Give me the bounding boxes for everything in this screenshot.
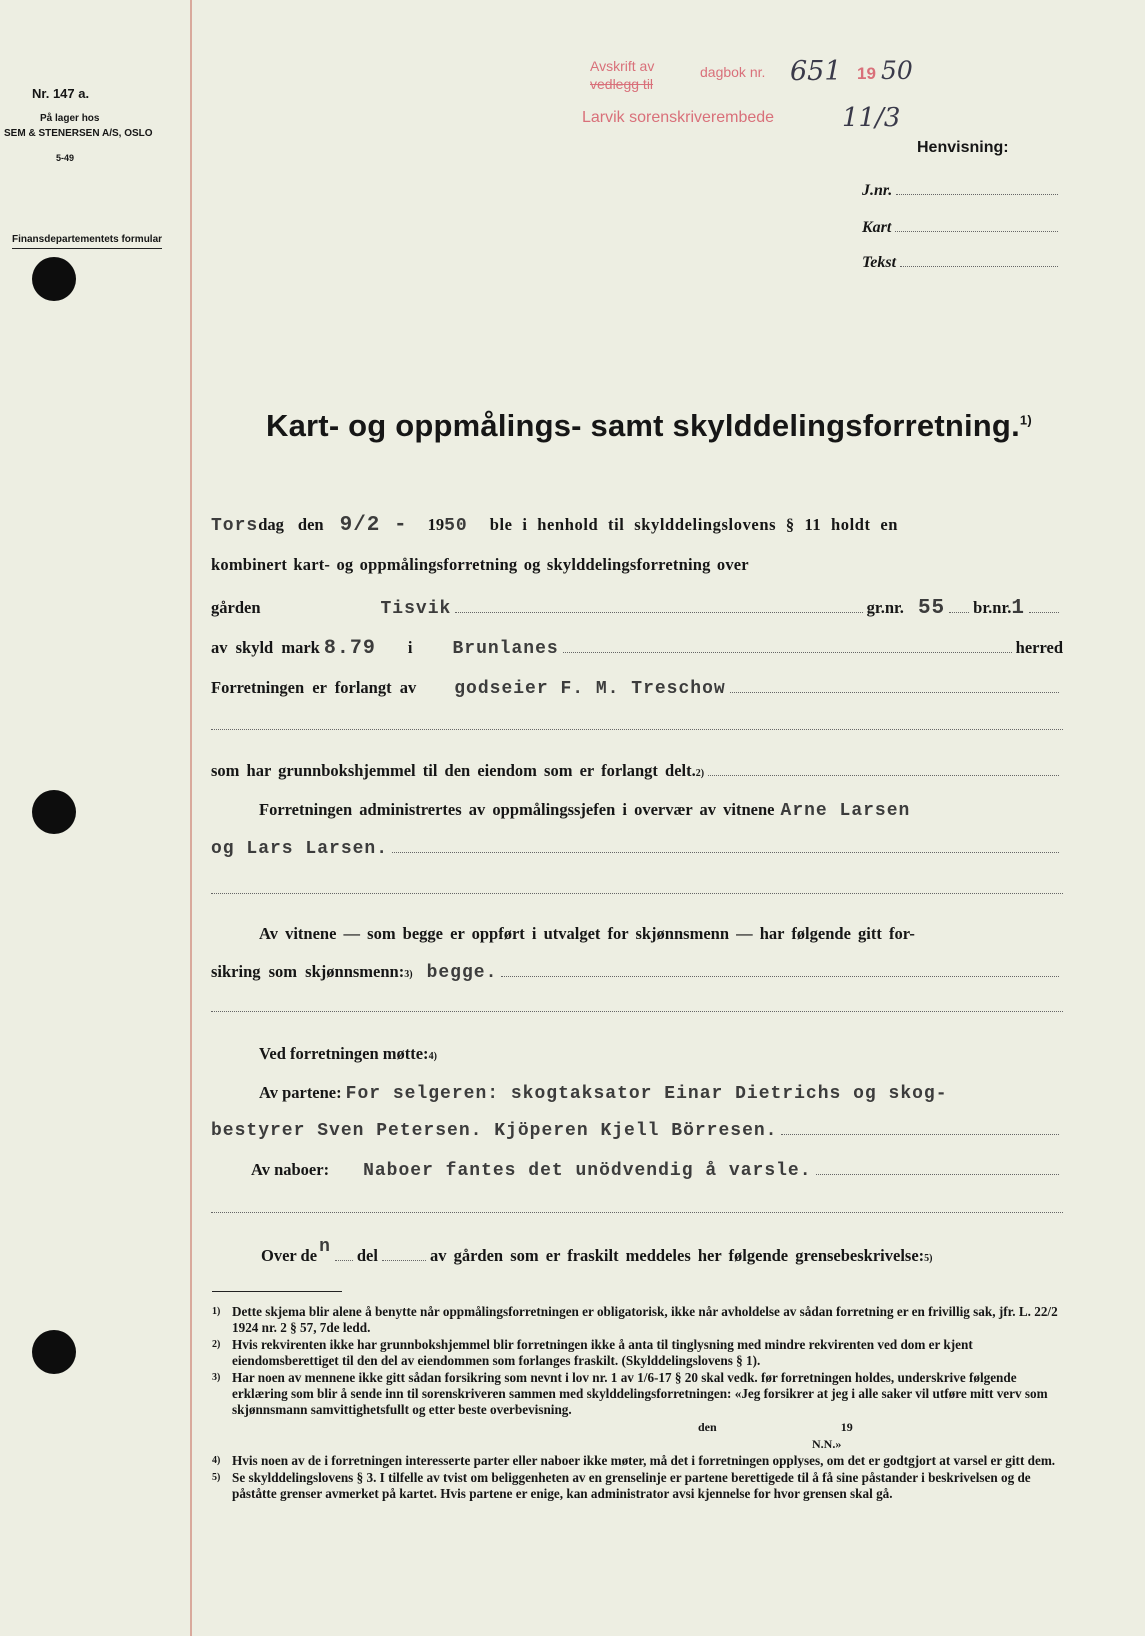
line2	[211, 555, 1063, 575]
forlangt-value: godseier F. M. Treschow	[454, 679, 726, 699]
date-typed: 9/2 -	[339, 514, 408, 537]
skyld-label: av skyld mark	[211, 638, 320, 657]
naboer-line	[251, 1160, 1063, 1181]
garden-label: gården	[211, 598, 261, 617]
over-label: Over de	[261, 1246, 318, 1265]
footnote-text: Se skylddelingslovens § 3. I tilfelle av tvist om beliggenheten av en grenselinje er partene berettigede til å få sine påstander i beskrivelsen og de påståtte grenser avmerket på kartet. Hvis partene er enige, kan administrator avsi kjennelse for hvor grensen skal gå.	[232, 1470, 1031, 1501]
title-text: Kart- og oppmålings- samt skylddelingsforretning.	[266, 408, 1020, 443]
stamp-year-hand: 50	[881, 56, 913, 85]
margin-rule	[190, 0, 192, 1636]
footnote-rule	[212, 1291, 342, 1292]
footnote	[212, 1453, 1072, 1469]
form-number: Nr. 147 a.	[32, 86, 90, 101]
references-heading: Henvisning:	[917, 139, 1009, 156]
blank-line	[211, 729, 1063, 730]
over-line	[261, 1237, 1063, 1267]
footnote-num: 1)	[212, 1306, 221, 1317]
vitner-line2	[211, 962, 1063, 983]
partene-line2	[211, 1121, 1063, 1141]
edition: 5-49	[56, 153, 75, 163]
motte-line	[259, 1044, 1063, 1064]
stock-line2: SEM & STENERSEN A/S, OSLO	[4, 128, 153, 139]
herred-label: herred	[1015, 638, 1063, 657]
motte-label: Ved forretningen møtte:	[259, 1044, 429, 1063]
title-footnote: 1)	[1019, 412, 1032, 428]
admin-line	[259, 800, 1063, 821]
stamp-date-hand: 11/3	[842, 103, 901, 133]
punch-hole	[32, 790, 76, 834]
footnote-text: Dette skjema blir alene å benytte når oppmålingsforretningen er obligatorisk, ikke når avholdelse av sådan forretning er en frivillig sak, jfr. L. 22/2 1924 nr. 2 § 57, 7de ledd.	[232, 1304, 1058, 1335]
garden-line	[211, 597, 1063, 620]
den-label: den	[297, 515, 324, 534]
line2-text: kombinert kart- og oppmålingsforretning og skylddelingsforretning over	[211, 555, 749, 574]
ref-jnr-label: J.nr.	[862, 182, 893, 199]
naboer-label: Av naboer:	[251, 1160, 330, 1179]
partene-value1: For selgeren: skogtaksator Einar Dietrichs og skog-	[345, 1084, 948, 1104]
brnr-value: 1	[1011, 597, 1025, 620]
vitner-line1	[259, 924, 1063, 944]
brnr-label: br.nr.	[973, 598, 1012, 617]
stamp-office: Larvik sorenskriverembede	[582, 109, 775, 126]
partene-value2: bestyrer Sven Petersen. Kjöperen Kjell Börresen.	[211, 1121, 778, 1141]
ref-kart	[862, 219, 1062, 237]
i-label: i	[407, 638, 413, 657]
admin-value1: Arne Larsen	[780, 801, 911, 821]
stock-line1: På lager hos	[40, 113, 100, 124]
vitner-line1-text: Av vitnene — som begge er oppført i utvalget for skjønnsmenn — har følgende gitt for-	[259, 924, 915, 943]
grunnbok-line	[211, 761, 1063, 781]
admin-line2	[211, 839, 1063, 859]
ref-tekst-label: Tekst	[862, 254, 897, 271]
ref-jnr	[862, 182, 1062, 200]
skyld-line	[211, 637, 1063, 660]
partene-line1	[259, 1083, 1063, 1104]
stamp-year-printed: 19	[857, 64, 876, 83]
date-line	[211, 514, 1063, 537]
vitner-line2-text: sikring som skjønnsmenn:	[211, 962, 405, 981]
vitner-fn: 3)	[404, 969, 413, 980]
grnr-label: gr.nr.	[866, 598, 904, 617]
stamp-dagbok-label: dagbok nr.	[700, 64, 766, 80]
forlangt-line	[211, 678, 1063, 699]
footnote-text: Hvis noen av de i forretningen interesserte parter eller naboer ikke møter, må det i forretningen opplyses, om det er godtgjort at varsel er gitt dem.	[232, 1453, 1056, 1468]
grnr-value: 55	[917, 597, 946, 620]
footnote	[212, 1304, 1072, 1336]
garden-value: Tisvik	[380, 599, 452, 619]
blank-line	[211, 893, 1063, 894]
footnote-text: Hvis rekvirenten ikke har grunnbokshjemmel blir forretningen ikke å anta til tinglysning med mindre rekvirenten ved dom er kjent eiendomsberettiget til den del av eiendommen som forlanges fraskilt. (Skylddelingslovens § 1).	[232, 1337, 973, 1368]
admin-value2: og Lars Larsen.	[211, 839, 389, 859]
vitner-value: begge.	[426, 963, 498, 983]
footnote-num: 3)	[212, 1372, 221, 1383]
admin-label: Forretningen administrertes av oppmålingssjefen i overvær av vitnene	[259, 800, 775, 819]
footnote-num: 4)	[212, 1455, 221, 1466]
ref-tekst	[862, 254, 1062, 272]
line1-rest: ble i henhold til skylddelingslovens § 11 holdt en	[489, 515, 899, 534]
footnote	[212, 1470, 1072, 1502]
punch-hole	[32, 1330, 76, 1374]
year-printed: 19	[427, 515, 445, 534]
blank-line	[211, 1011, 1063, 1012]
ref-kart-label: Kart	[862, 219, 892, 236]
footnote-text: Har noen av mennene ikke gitt sådan forsikring som nevnt i lov nr. 1 av 1/6-17 § 20 skal vedk. før forretningen holdes, underskrive følgende erklæring som blir å sende inn til sorenskriveren sammen med skylddelingsforretningen: «Jeg forsikrer at jeg i alle saker vil utføre mitt verv som skjønnsmann samvittighetsfullt og etter beste overbevisning.	[232, 1370, 1048, 1417]
signature-line	[212, 1419, 1072, 1435]
motte-fn: 4)	[428, 1051, 437, 1062]
skyld-value: 8.79	[323, 637, 376, 660]
footnote	[212, 1370, 1072, 1418]
naboer-value: Naboer fantes det unödvendig å varsle.	[363, 1161, 812, 1181]
over-hand: n	[319, 1237, 331, 1257]
dagbok-number: 651	[790, 56, 842, 87]
signature-den: den	[698, 1420, 717, 1434]
document-title	[266, 408, 1032, 444]
grunnbok-fn: 2)	[695, 768, 705, 779]
forlangt-label: Forretningen er forlangt av	[211, 678, 417, 697]
footnotes	[212, 1304, 1072, 1503]
blank-line	[211, 1212, 1063, 1213]
grunnbok-text: som har grunnbokshjemmel til den eiendom som er forlangt delt.	[211, 761, 696, 780]
ministry-label: Finansdepartementets formular	[12, 232, 162, 249]
punch-hole	[32, 257, 76, 301]
herred-value: Brunlanes	[452, 639, 559, 659]
footnote	[212, 1337, 1072, 1369]
footnote-num: 5)	[212, 1472, 221, 1483]
grense-text: av gården som er fraskilt meddeles her følgende grensebeskrivelse:	[429, 1246, 925, 1265]
grense-fn: 5)	[924, 1253, 933, 1264]
del-label: del	[356, 1246, 378, 1265]
day-typed: Tors	[211, 516, 259, 536]
stamp-prefix: Avskrift av	[590, 58, 655, 74]
stamp-struck: vedlegg til	[590, 76, 654, 92]
signature-nn-line	[212, 1436, 1072, 1452]
year-typed: 50	[444, 516, 468, 536]
dag-label: dag	[258, 515, 284, 534]
signature-nn: N.N.»	[812, 1437, 842, 1451]
footnote-num: 2)	[212, 1339, 221, 1350]
partene-label: Av partene:	[259, 1083, 342, 1102]
signature-year: 19	[840, 1420, 853, 1434]
